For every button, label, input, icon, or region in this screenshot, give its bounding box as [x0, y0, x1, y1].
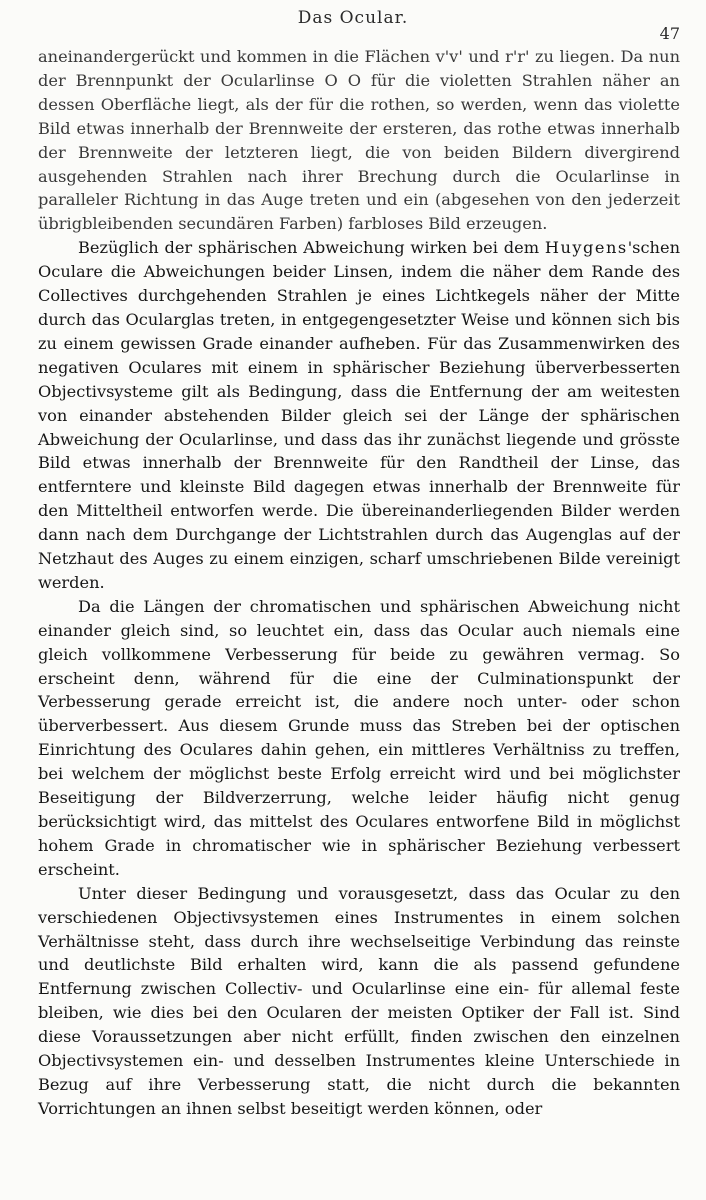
- paragraph-2: [38, 236, 680, 595]
- page-number: 47: [659, 24, 680, 43]
- paragraph-3: Da die Längen der chromatischen und sphärischen Abweichung nicht einander gleich sind, so leuchtet ein, dass das Ocular auch niemals eine gleich vollkommene Verbesserung für beide zu gewähren vermag. So erscheint denn, während für die eine der Culminationspunkt der Verbesserung gerade erreicht ist, die andere noch unter- oder schon überverbessert. Aus diesem Grunde muss das Streben bei der optischen Einrichtung des Oculares dahin gehen, ein mittleres Verhältniss zu treffen, bei welchem der möglichst beste Erfolg erreicht wird und bei möglichster Beseitigung der Bildverzerrung, welche leider häufig nicht genug berücksichtigt wird, das mittelst des Oculares entworfene Bild in möglichst hohem Grade in chromatischer wie in sphärischer Beziehung verbessert erscheint.: [38, 596, 680, 879]
- page-header-title: Das Ocular.: [297, 8, 409, 28]
- author-name: Huygens: [544, 238, 628, 258]
- paragraph-1: aneinandergerückt und kommen in die Flächen v'v' und r'r' zu liegen. Da nun der Brennpunkt der Ocularlinse O O für die violetten Strahlen näher an dessen Oberfläche liegt, als der für die rothen, so werden, wenn das violette Bild etwas innerhalb der Brennweite der ersteren, das rothe etwas innerhalb der Brennweite der letzteren liegt, die von beiden Bildern divergirend ausgehenden Strahlen nach ihrer Brechung durch die Ocularlinse in paralleler Richtung in das Auge treten und ein (abgesehen von den jederzeit übrigbleibenden secundären Farben) farbloses Bild erzeugen.: [38, 47, 680, 234]
- body-text: [38, 45, 680, 1121]
- paragraph-2-lead: Bezüglich der sphärischen Abweichung wirken bei dem: [78, 238, 545, 258]
- running-head: [0, 8, 706, 43]
- paragraph-4: Unter dieser Bedingung und vorausgesetzt, dass das Ocular zu den verschiedenen Objectivsystemen eines Instrumentes in einem solchen Verhältnisse steht, dass durch ihre wechselseitige Verbindung das reinste und deutlichste Bild erhalten wird, kann die als passend gefundene Entfernung zwischen Collectiv- und Ocularlinse eine ein- für allemal feste bleiben, wie dies bei den Ocularen der meisten Optiker der Fall ist. Sind diese Voraussetzungen aber nicht erfüllt, finden zwischen den einzelnen Objectivsystemen ein- und desselben Instrumentes kleine Unterschiede in Bezug auf ihre Verbesserung statt, die nicht durch die bekannten Vorrichtungen an ihnen selbst beseitigt werden können, oder: [38, 883, 680, 1118]
- paragraph-2-text: 'schen Oculare die Abweichungen beider Linsen, indem die näher dem Rande des Collectives durchgehenden Strahlen je eines Lichtkegels näher der Mitte durch das Ocularglas treten, in entgegengesetzter Weise und können sich bis zu einem gewissen Grade einander aufheben. Für das Zusammenwirken des negativen Oculares mit einem in sphärischer Beziehung überverbesserten Objectivsysteme gilt als Bedingung, dass die Entfernung der am weitesten von einander abstehenden Bilder gleich sei der Länge der sphärischen Abweichung der Ocularlinse, und dass das ihr zunächst liegende und grösste Bild etwas innerhalb der Brennweite für den Randtheil der Linse, das entferntere und kleinste Bild dagegen etwas innerhalb der Brennweite für den Mitteltheil entworfen werde. Die übereinanderliegenden Bilder werden dann nach dem Durchgange der Lichtstrahlen durch das Augenglas auf der Netzhaut des Auges zu einem einzigen, scharf umschriebenen Bilde vereinigt werden.: [38, 238, 680, 592]
